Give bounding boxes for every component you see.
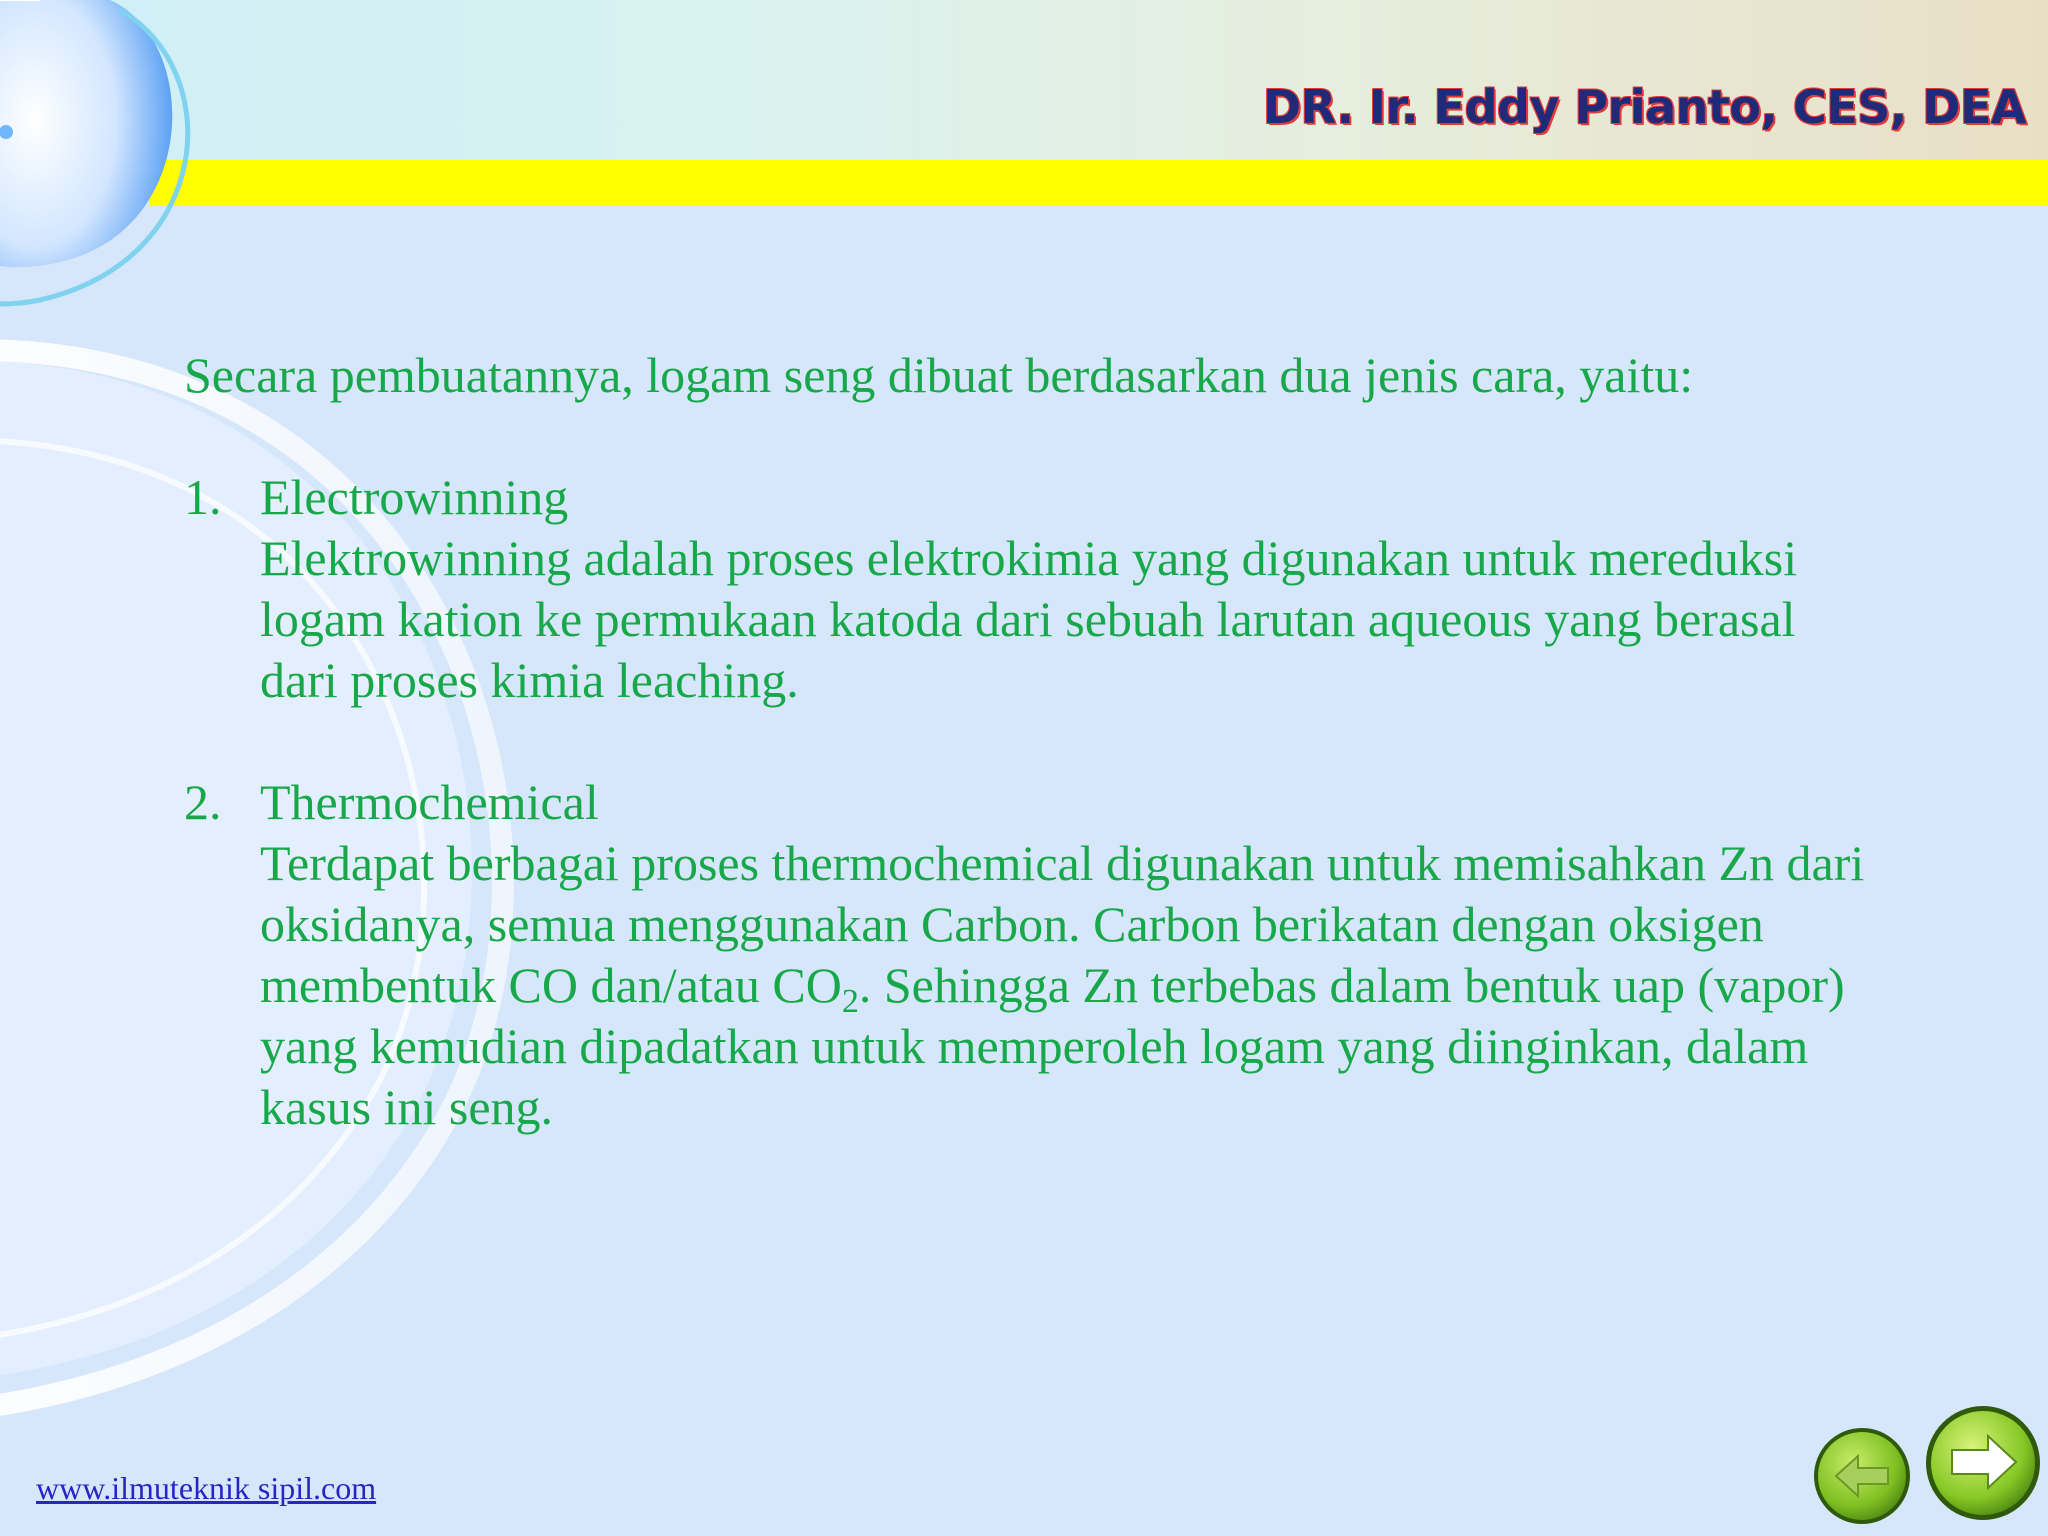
slide-content — [184, 345, 1884, 1138]
list-item-number: 1. — [184, 469, 222, 525]
intro-paragraph: Secara pembuatannya, logam seng dibuat berdasarkan dua jenis cara, yaitu: — [184, 347, 1694, 403]
back-button[interactable] — [1812, 1426, 1912, 1526]
list-item — [184, 772, 1884, 1138]
list-item-title: Thermochemical — [260, 774, 599, 830]
next-button[interactable] — [1924, 1404, 2042, 1522]
list-item-number: 2. — [184, 774, 222, 830]
subscript-text: 2 — [841, 983, 859, 1020]
description-text: Terdapat berbagai proses thermochemical digunakan untuk memisahkan Zn dari oksidanya, semua menggunakan Carbon. Carbon berikatan dengan oksigen membentuk CO dan/atau CO — [260, 835, 1865, 1013]
list-item-description — [260, 833, 1884, 1138]
list-item-description: Elektrowinning adalah proses elektrokimia yang digunakan untuk mereduksi logam kation ke permukaan katoda dari sebuah larutan aqueous yang berasal dari proses kimia leaching. — [260, 530, 1798, 708]
description-text: . Sehingga Zn terbebas dalam bentuk uap (vapor) yang kemudian dipadatkan untuk memperoleh logam yang diinginkan, dalam kasus ini seng. — [260, 957, 1845, 1135]
list-item-title: Electrowinning — [260, 469, 569, 525]
footer-website-link[interactable]: www.ilmuteknik sipil.com — [36, 1470, 377, 1506]
author-name: DR. Ir. Eddy Prianto, CES, DEA — [1262, 80, 2026, 134]
accent-bar — [150, 160, 2048, 206]
list-item — [184, 467, 1884, 711]
orb-logo-icon — [0, 0, 230, 320]
